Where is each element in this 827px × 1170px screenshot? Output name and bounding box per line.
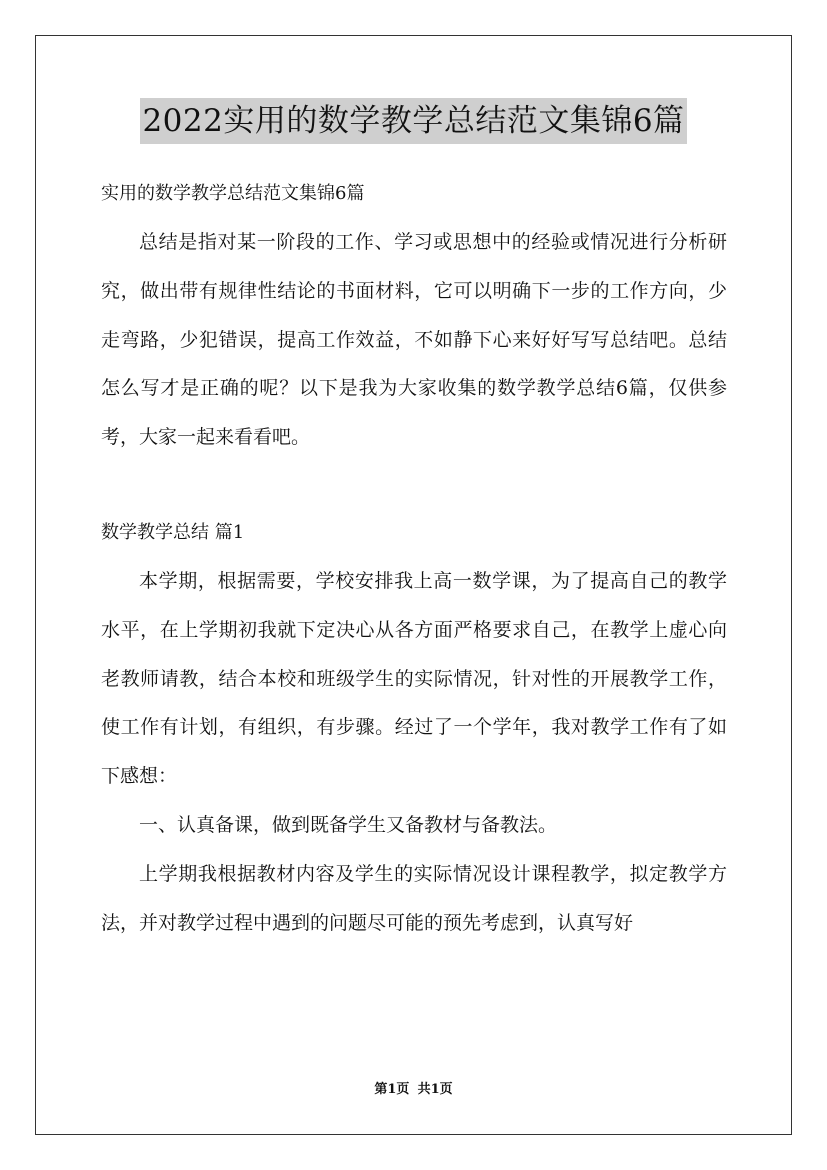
document-body: [101, 170, 727, 947]
section-paragraph-2: 一、认真备课，做到既备学生又备教材与备教法。: [139, 813, 558, 836]
section-paragraph-1: 本学期，根据需要，学校安排我上高一数学课，为了提高自己的教学水平，在上学期初我就下定决心从各方面严格要求自己，在教学上虚心向老教师请教，结合本校和班级学生的实际情况，针对性的开展教学工作，使工作有计划，有组织，有步骤。经过了一个学年，我对教学工作有了如下感想：: [101, 569, 727, 788]
section-heading: 数学教学总结 篇1: [101, 521, 245, 543]
document-title: 2022实用的数学教学总结范文集锦6篇: [140, 98, 686, 144]
intro-paragraph: 总结是指对某一阶段的工作、学习或思想中的经验或情况进行分析研究，做出带有规律性结论的书面材料，它可以明确下一步的工作方向，少走弯路，少犯错误，提高工作效益，不如静下心来好好写写总结吧。总结怎么写才是正确的呢？以下是我为大家收集的数学教学总结6篇，仅供参考，大家一起来看看吧。: [101, 231, 727, 449]
document-subtitle: 实用的数学教学总结范文集锦6篇: [101, 183, 365, 204]
page-total: 共1页: [417, 1082, 453, 1097]
title-container: [0, 98, 827, 144]
page-number: 第1页: [374, 1082, 410, 1097]
section-paragraph-3: 上学期我根据教材内容及学生的实际情况设计课程教学，拟定教学方法，并对教学过程中遇到的问题尽可能的预先考虑到，认真写好: [101, 862, 727, 934]
page-footer: [0, 1080, 827, 1100]
